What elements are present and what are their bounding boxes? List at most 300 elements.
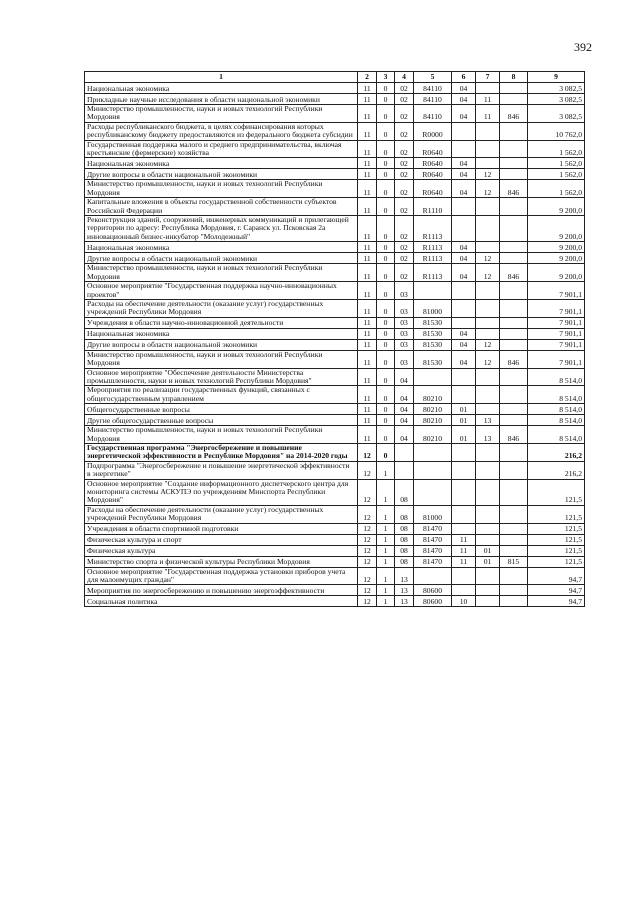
code-cell: 02 [395,105,414,123]
code-cell [452,368,476,386]
code-cell: 0 [377,350,395,368]
code-cell: 80210 [414,415,452,426]
name-cell: Министерство промышленности, науки и новых технологий Республики Мордовия [85,350,358,368]
code-cell: 03 [395,339,414,350]
amount-cell: 121,5 [528,479,585,505]
code-cell: 0 [377,198,395,216]
code-cell: 0 [377,253,395,264]
table-row [85,426,585,444]
code-cell: R0640 [414,158,452,169]
header-cell: 8 [500,72,528,83]
table-row [85,479,585,505]
code-cell: 1 [377,523,395,534]
code-cell [414,461,452,479]
amount-cell: 3 082,5 [528,94,585,105]
code-cell: 0 [377,169,395,180]
code-cell [500,122,528,140]
code-cell: 11 [358,264,377,282]
code-cell: 04 [452,169,476,180]
code-cell: 0 [377,328,395,339]
code-cell [414,567,452,585]
amount-cell: 121,5 [528,534,585,545]
code-cell: 12 [358,505,377,523]
code-cell: 11 [476,105,500,123]
amount-cell: 9 200,0 [528,242,585,253]
name-cell: Основное мероприятие "Создание информационного диспетчерского центра для мониторинга системы АСКУПЭ по учреждениям Минспорта Республики Мордовия" [85,479,358,505]
amount-cell: 8 514,0 [528,415,585,426]
code-cell: 04 [452,264,476,282]
code-cell: 0 [377,415,395,426]
amount-cell: 7 901,1 [528,350,585,368]
code-cell [452,461,476,479]
code-cell: 12 [476,169,500,180]
code-cell: R1110 [414,198,452,216]
header-cell: 5 [414,72,452,83]
code-cell: 04 [452,94,476,105]
code-cell: 01 [452,404,476,415]
code-cell: 81530 [414,328,452,339]
code-cell: 11 [358,158,377,169]
code-cell: 02 [395,216,414,242]
header-cell: 1 [85,72,358,83]
code-cell: 84110 [414,83,452,94]
table-row [85,158,585,169]
amount-cell: 9 200,0 [528,253,585,264]
amount-cell: 8 514,0 [528,386,585,404]
code-cell [452,479,476,505]
code-cell [476,122,500,140]
table-row [85,505,585,523]
code-cell [476,216,500,242]
code-cell [476,443,500,461]
amount-cell: 121,5 [528,505,585,523]
code-cell [476,461,500,479]
code-cell: 10 [452,596,476,607]
code-cell [500,386,528,404]
budget-table [84,71,585,607]
code-cell: 13 [476,426,500,444]
name-cell: Прикладные научные исследования в области национальной экономики [85,94,358,105]
code-cell: 0 [377,264,395,282]
code-cell [500,169,528,180]
code-cell: 02 [395,94,414,105]
amount-cell: 9 200,0 [528,264,585,282]
code-cell: 0 [377,216,395,242]
code-cell [476,158,500,169]
code-cell: 1 [377,461,395,479]
code-cell: 11 [452,556,476,567]
amount-cell: 216,2 [528,443,585,461]
amount-cell: 1 562,0 [528,158,585,169]
code-cell [476,585,500,596]
code-cell: 11 [358,169,377,180]
code-cell: 12 [476,350,500,368]
code-cell: 0 [377,317,395,328]
amount-cell: 3 082,5 [528,105,585,123]
code-cell: 13 [395,596,414,607]
code-cell: 11 [476,94,500,105]
code-cell: 11 [358,426,377,444]
table-row [85,253,585,264]
amount-cell: 8 514,0 [528,404,585,415]
code-cell [476,386,500,404]
code-cell [500,83,528,94]
code-cell: 08 [395,534,414,545]
code-cell: 11 [358,350,377,368]
code-cell: 04 [395,426,414,444]
code-cell: 12 [358,585,377,596]
code-cell [500,94,528,105]
code-cell: 11 [358,339,377,350]
code-cell [500,368,528,386]
code-cell: 11 [358,386,377,404]
amount-cell: 1 562,0 [528,169,585,180]
code-cell [476,534,500,545]
code-cell: 12 [358,523,377,534]
code-cell [414,479,452,505]
name-cell: Другие общегосударственные вопросы [85,415,358,426]
name-cell: Министерство спорта и физической культуры Республики Мордовия [85,556,358,567]
code-cell: 81470 [414,545,452,556]
amount-cell: 9 200,0 [528,198,585,216]
name-cell: Социальная политика [85,596,358,607]
code-cell: 80600 [414,585,452,596]
amount-cell: 10 762,0 [528,122,585,140]
code-cell: 815 [500,556,528,567]
code-cell [452,317,476,328]
code-cell: 02 [395,264,414,282]
code-cell: 02 [395,242,414,253]
code-cell: 03 [395,328,414,339]
table-row [85,169,585,180]
code-cell [452,299,476,317]
amount-cell: 7 901,1 [528,317,585,328]
code-cell: 0 [377,158,395,169]
table-row [85,282,585,300]
code-cell: 11 [358,299,377,317]
amount-cell: 7 901,1 [528,328,585,339]
code-cell: 12 [358,567,377,585]
amount-cell: 121,5 [528,545,585,556]
code-cell: 08 [395,505,414,523]
code-cell: 08 [395,556,414,567]
code-cell [452,443,476,461]
code-cell: 81470 [414,534,452,545]
amount-cell: 9 200,0 [528,216,585,242]
code-cell: 02 [395,169,414,180]
table-row [85,105,585,123]
code-cell: 0 [377,94,395,105]
name-cell: Общегосударственные вопросы [85,404,358,415]
code-cell [452,585,476,596]
code-cell [476,282,500,300]
code-cell: 11 [358,253,377,264]
code-cell: 04 [452,242,476,253]
amount-cell: 94,7 [528,567,585,585]
code-cell: 01 [476,545,500,556]
code-cell: 846 [500,180,528,198]
code-cell: 11 [358,404,377,415]
code-cell [500,443,528,461]
name-cell: Национальная экономика [85,242,358,253]
code-cell [476,567,500,585]
code-cell: R1113 [414,264,452,282]
code-cell: 02 [395,198,414,216]
code-cell: 1 [377,479,395,505]
name-cell: Мероприятия по энергосбережению и повышению энергоэффективности [85,585,358,596]
code-cell: R0640 [414,140,452,158]
name-cell: Министерство промышленности, науки и новых технологий Республики Мордовия [85,426,358,444]
table-row [85,242,585,253]
name-cell: Основное мероприятие "Государственная поддержка установки приборов учета для малоимущих граждан" [85,567,358,585]
code-cell: 04 [395,415,414,426]
code-cell [500,415,528,426]
table-row [85,368,585,386]
code-cell [452,282,476,300]
code-cell: 02 [395,253,414,264]
code-cell: 0 [377,242,395,253]
name-cell: Учреждения в области спортивной подготовки [85,523,358,534]
code-cell: 0 [377,339,395,350]
code-cell: 11 [358,328,377,339]
code-cell: R1113 [414,253,452,264]
code-cell [476,479,500,505]
code-cell: 0 [377,299,395,317]
name-cell: Подпрограмма "Энергосбережение и повышение энергетической эффективности в энергетике" [85,461,358,479]
code-cell: 12 [358,556,377,567]
table-row [85,461,585,479]
table-row [85,94,585,105]
code-cell [500,479,528,505]
code-cell: 03 [395,317,414,328]
code-cell [452,140,476,158]
code-cell: 11 [358,282,377,300]
code-cell: 0 [377,180,395,198]
name-cell: Министерство промышленности, науки и новых технологий Республики Мордовия [85,264,358,282]
code-cell [452,567,476,585]
code-cell [414,282,452,300]
code-cell: 03 [395,350,414,368]
code-cell: 1 [377,585,395,596]
code-cell: 846 [500,350,528,368]
code-cell: 02 [395,83,414,94]
code-cell [414,368,452,386]
code-cell: 04 [452,350,476,368]
code-cell: 11 [358,242,377,253]
code-cell [476,596,500,607]
table-row [85,556,585,567]
amount-cell: 121,5 [528,523,585,534]
code-cell [476,404,500,415]
name-cell: Государственная поддержка малого и среднего предпринимательства, включая крестьянские (фермерские) хозяйства [85,140,358,158]
name-cell: Министерство промышленности, науки и новых технологий Республики Мордовия [85,105,358,123]
table-row [85,350,585,368]
code-cell: 0 [377,404,395,415]
code-cell: 12 [358,534,377,545]
table-row [85,545,585,556]
code-cell: 12 [358,596,377,607]
code-cell: 11 [358,83,377,94]
table-row [85,386,585,404]
code-cell: 0 [377,105,395,123]
code-cell: 03 [395,282,414,300]
code-cell: 81530 [414,339,452,350]
code-cell: 04 [395,404,414,415]
name-cell: Капитальные вложения в объекты государственной собственности субъектов Российской Федерации [85,198,358,216]
table-row [85,585,585,596]
code-cell [452,505,476,523]
code-cell: 1 [377,545,395,556]
code-cell: 04 [452,339,476,350]
header-cell: 2 [358,72,377,83]
code-cell [500,523,528,534]
page-number: 392 [574,40,592,54]
amount-cell: 121,5 [528,556,585,567]
amount-cell: 1 562,0 [528,180,585,198]
name-cell: Национальная экономика [85,328,358,339]
name-cell: Реконструкция зданий, сооружений, инженерных коммуникаций и прилегающей территории по адресу: Республика Мордовия, г. Саранск ул. Псковская 2а инновационный бизнес-инкубатор "Молодежный" [85,216,358,242]
code-cell: 01 [476,556,500,567]
code-cell: 04 [452,328,476,339]
code-cell: 11 [358,180,377,198]
code-cell: 03 [395,299,414,317]
code-cell: 846 [500,426,528,444]
code-cell: 81000 [414,299,452,317]
code-cell: 08 [395,479,414,505]
table-header-row [85,72,585,83]
code-cell: 04 [452,180,476,198]
code-cell: 12 [358,545,377,556]
code-cell [500,339,528,350]
code-cell [500,461,528,479]
code-cell [500,567,528,585]
table-row [85,596,585,607]
code-cell: 04 [395,386,414,404]
name-cell: Учреждения в области научно-инновационной деятельности [85,317,358,328]
name-cell: Государственная программа "Энергосбережение и повышение энергетической эффективности в Республике Мордовия" на 2014-2020 годы [85,443,358,461]
code-cell [500,505,528,523]
table-row [85,404,585,415]
code-cell: 11 [358,94,377,105]
code-cell [452,122,476,140]
code-cell: 01 [452,415,476,426]
code-cell: 11 [358,415,377,426]
code-cell [500,596,528,607]
table-row [85,122,585,140]
code-cell: 08 [395,523,414,534]
code-cell [452,386,476,404]
code-cell: 02 [395,158,414,169]
code-cell: 11 [452,545,476,556]
name-cell: Национальная экономика [85,158,358,169]
header-cell: 9 [528,72,585,83]
code-cell: 12 [476,339,500,350]
code-cell: 12 [358,479,377,505]
code-cell [452,216,476,242]
table-row [85,339,585,350]
code-cell [500,253,528,264]
code-cell [395,443,414,461]
code-cell: 81470 [414,556,452,567]
code-cell: 81530 [414,317,452,328]
code-cell: 1 [377,567,395,585]
code-cell: 12 [476,253,500,264]
code-cell: 12 [358,461,377,479]
code-cell: 81530 [414,350,452,368]
name-cell: Основное мероприятие "Обеспечение деятельности Министерства промышленности, науки и новых технологий Республики Мордовия" [85,368,358,386]
code-cell: R0000 [414,122,452,140]
code-cell [476,368,500,386]
amount-cell: 94,7 [528,596,585,607]
header-cell: 6 [452,72,476,83]
header-cell: 7 [476,72,500,83]
code-cell [500,404,528,415]
code-cell: 12 [476,264,500,282]
code-cell: R1113 [414,216,452,242]
code-cell: R0640 [414,169,452,180]
code-cell: 846 [500,264,528,282]
table-row [85,198,585,216]
name-cell: Расходы на обеспечение деятельности (оказание услуг) государственных учреждений Республики Мордовия [85,505,358,523]
name-cell: Физическая культура [85,545,358,556]
code-cell: 04 [452,105,476,123]
table-row [85,415,585,426]
code-cell [414,443,452,461]
code-cell [452,523,476,534]
code-cell [395,461,414,479]
table-row [85,534,585,545]
amount-cell: 3 082,5 [528,83,585,94]
code-cell: 11 [358,122,377,140]
table-row [85,567,585,585]
table-row [85,443,585,461]
code-cell: 0 [377,368,395,386]
code-cell: 1 [377,556,395,567]
code-cell: 84110 [414,105,452,123]
code-cell [476,328,500,339]
code-cell: 11 [358,216,377,242]
code-cell [500,216,528,242]
code-cell [500,158,528,169]
amount-cell: 7 901,1 [528,282,585,300]
code-cell: 0 [377,83,395,94]
code-cell: 13 [395,567,414,585]
name-cell: Другие вопросы в области национальной экономики [85,169,358,180]
code-cell [476,242,500,253]
code-cell: 0 [377,426,395,444]
code-cell [500,545,528,556]
code-cell: 1 [377,505,395,523]
code-cell: 02 [395,180,414,198]
code-cell: 846 [500,105,528,123]
code-cell: 11 [358,198,377,216]
code-cell [500,317,528,328]
amount-cell: 216,2 [528,461,585,479]
code-cell: R1113 [414,242,452,253]
code-cell: 0 [377,122,395,140]
name-cell: Физическая культура и спорт [85,534,358,545]
code-cell [500,198,528,216]
code-cell [476,523,500,534]
name-cell: Основное мероприятие "Государственная поддержка научно-инновационных проектов" [85,282,358,300]
amount-cell: 94,7 [528,585,585,596]
header-cell: 4 [395,72,414,83]
code-cell [476,83,500,94]
code-cell: 0 [377,443,395,461]
name-cell: Расходы республиканского бюджета, в целях софинансирования которых республиканскому бюджету предоставляются из федерального бюджета субсидии [85,122,358,140]
header-cell: 3 [377,72,395,83]
code-cell: 80210 [414,386,452,404]
